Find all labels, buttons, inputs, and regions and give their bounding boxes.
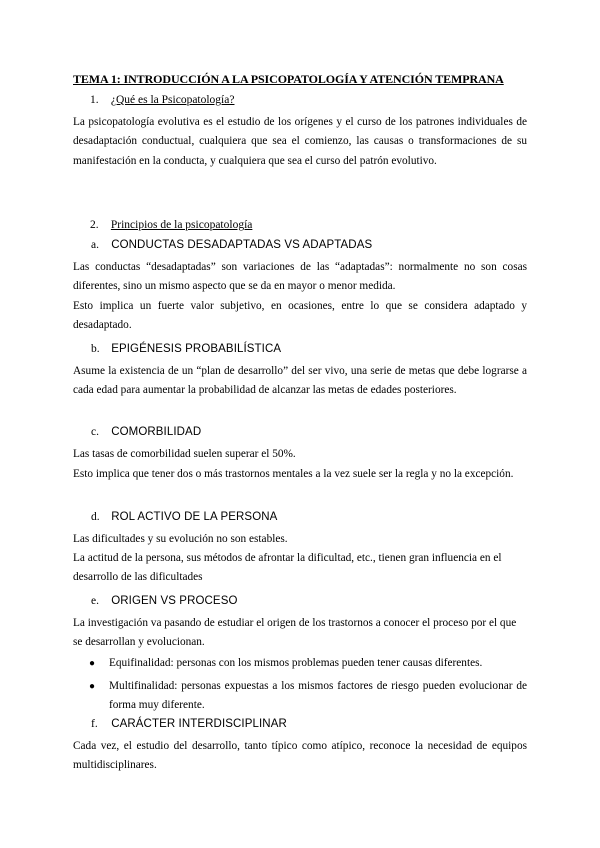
section-heading: Principios de la psicopatología: [110, 219, 253, 231]
section-2-heading: [90, 219, 252, 231]
subsection-d-paragraph-2: La actitud de la persona, sus métodos de afrontar la dificultad, etc., tienen gran influencia en el desarrollo de las dificultades: [73, 552, 502, 584]
bullet-text: Multifinalidad: personas expuestas a los mismos factores de riesgo pueden evolucionar de forma muy diferente.: [109, 680, 527, 712]
subsection-letter: d.: [91, 511, 100, 523]
bullet-item: [89, 677, 527, 716]
subsection-d-heading: [91, 511, 277, 523]
subsection-c-paragraph-1: Las tasas de comorbilidad suelen superar el 50%.: [73, 448, 296, 460]
subsection-e-heading: [91, 595, 238, 607]
subsection-title: CONDUCTAS DESADAPTADAS VS ADAPTADAS: [111, 239, 373, 251]
subsection-f-paragraph-1: Cada vez, el estudio del desarrollo, tanto típico como atípico, reconoce la necesidad de equipos multidisciplinares.: [73, 740, 527, 772]
subsection-letter: f.: [91, 718, 98, 730]
section-1-heading: [90, 94, 234, 106]
subsection-a-paragraph-1: Las conductas “desadaptadas” son variaciones de las “adaptadas”: normalmente no son cosas diferentes, sino un mismo aspecto que se da en mayor o menor medida.: [73, 261, 527, 293]
subsection-title: ROL ACTIVO DE LA PERSONA: [111, 511, 278, 523]
bullet-icon: ●: [89, 681, 96, 692]
subsection-b-paragraph-1: Asume la existencia de un “plan de desarrollo” del ser vivo, una serie de metas que debe lograrse a cada edad para aumentar la probabilidad de alcanzar las metas de edades posteriores.: [73, 365, 527, 397]
bullet-text: Equifinalidad: personas con los mismos problemas pueden tener causas diferentes.: [109, 657, 483, 669]
bullet-icon: ●: [89, 658, 96, 669]
subsection-letter: b.: [91, 343, 100, 355]
subsection-title: EPIGÉNESIS PROBABILÍSTICA: [111, 343, 282, 355]
subsection-b-heading: [91, 343, 281, 355]
subsection-c-heading: [91, 426, 201, 438]
subsection-letter: a.: [91, 239, 99, 251]
section-number: 1.: [90, 94, 99, 106]
subsection-title: ORIGEN VS PROCESO: [111, 595, 238, 607]
subsection-f-heading: [91, 718, 287, 730]
subsection-a-paragraph-2: Esto implica un fuerte valor subjetivo, en ocasiones, entre lo que se considera adaptado y desadaptado.: [73, 300, 527, 332]
subsection-a-heading: [91, 239, 372, 251]
document-title: TEMA 1: INTRODUCCIÓN A LA PSICOPATOLOGÍA Y ATENCIÓN TEMPRANA: [73, 72, 504, 86]
section-1-paragraph: La psicopatología evolutiva es el estudio de los orígenes y el curso de los patrones individuales de desadaptación conductual, cualquiera que sea el comienzo, las causas o transformaciones de su manifestación en la conducta, y cualquiera que sea el curso del patrón evolutivo.: [73, 116, 527, 167]
subsection-letter: e.: [91, 595, 99, 607]
subsection-title: COMORBILIDAD: [111, 426, 202, 438]
section-number: 2.: [90, 219, 99, 231]
subsection-e-paragraph-1: La investigación va pasando de estudiar el origen de los trastornos a conocer el proceso por el que se desarrollan y evolucionan.: [73, 617, 517, 649]
subsection-letter: c.: [91, 426, 99, 438]
bullet-item: [89, 654, 527, 673]
section-heading: ¿Qué es la Psicopatología?: [110, 94, 235, 106]
subsection-c-paragraph-2: Esto implica que tener dos o más trastornos mentales a la vez suele ser la regla y no la excepción.: [73, 468, 514, 480]
subsection-title: CARÁCTER INTERDISCIPLINAR: [111, 718, 287, 730]
subsection-d-paragraph-1: Las dificultades y su evolución no son estables.: [73, 533, 288, 545]
